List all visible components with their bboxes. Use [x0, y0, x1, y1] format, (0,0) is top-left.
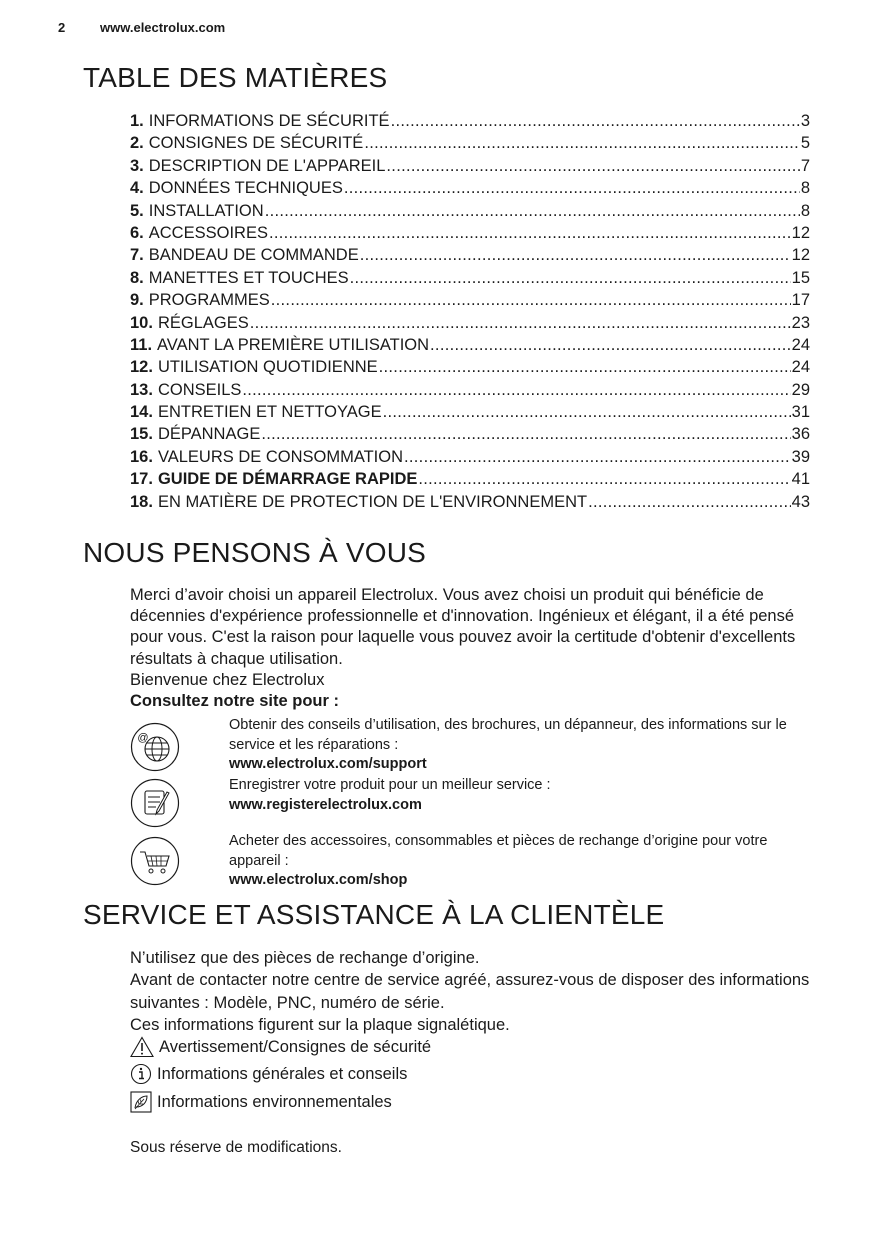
- service-register: [130, 776, 820, 836]
- cs-line-3: Ces informations figurent sur la plaque signalétique.: [130, 1015, 510, 1034]
- toc-entry[interactable]: [130, 491, 810, 513]
- toc-dot-leader: [269, 222, 791, 244]
- toc-entry-title: BANDEAU DE COMMANDE: [148, 246, 359, 265]
- service-register-text: [229, 776, 819, 815]
- toc-dot-leader: [383, 401, 791, 423]
- toc-entry-page: 43: [791, 492, 810, 511]
- toc-entry-page: 41: [791, 470, 810, 489]
- warning-triangle-icon: [130, 1036, 154, 1058]
- toc-entry-number: 6.: [130, 223, 144, 242]
- site-url[interactable]: www.electrolux.com: [100, 20, 226, 35]
- toc-entry-title: ENTRETIEN ET NETTOYAGE: [157, 403, 382, 422]
- toc-dot-leader: [364, 132, 800, 154]
- intro-block: [130, 585, 820, 712]
- support-link[interactable]: www.electrolux.com/support: [229, 756, 427, 772]
- toc-entry-page: 39: [791, 447, 810, 466]
- toc-dot-leader: [404, 446, 791, 468]
- toc-entry-number: 14.: [130, 403, 153, 422]
- toc-entry-title: UTILISATION QUOTIDIENNE: [157, 358, 378, 377]
- toc-entry-page: 23: [791, 313, 810, 332]
- toc-entry-number: 11.: [130, 335, 153, 354]
- toc-entry[interactable]: [130, 222, 810, 244]
- service-shop: [130, 832, 820, 892]
- register-form-icon: [130, 778, 180, 828]
- toc-entry-page: 15: [791, 268, 810, 287]
- toc-entry-number: 12.: [130, 358, 153, 377]
- consult-line: Consultez notre site pour :: [130, 692, 340, 711]
- toc-entry-title: EN MATIÈRE DE PROTECTION DE L'ENVIRONNEMENT: [157, 492, 588, 511]
- toc-entry[interactable]: [130, 200, 810, 222]
- toc-entry[interactable]: [130, 334, 810, 356]
- toc-entry-number: 13.: [130, 380, 153, 399]
- toc-entry[interactable]: [130, 177, 810, 199]
- svg-text:@: @: [137, 732, 149, 744]
- toc-entry-title: DÉPANNAGE: [157, 425, 261, 444]
- service-support: [130, 716, 820, 776]
- toc-entry-page: 12: [791, 246, 810, 265]
- toc-entry[interactable]: [130, 110, 810, 132]
- toc-entry-title: DONNÉES TECHNIQUES: [148, 179, 343, 198]
- globe-at-icon: [130, 722, 180, 772]
- cs-line-2: Avant de contacter notre centre de service agréé, assurez-vous de disposer des informations suivantes : Modèle, PNC, numéro de série.: [130, 971, 810, 1012]
- toc-entry-title: RÉGLAGES: [157, 313, 249, 332]
- customer-service-title: SERVICE ET ASSISTANCE À LA CLIENTÈLE: [83, 899, 665, 930]
- page-number: 2: [58, 20, 66, 35]
- toc-entry-number: 3.: [130, 156, 144, 175]
- toc-entry-page: 31: [791, 403, 810, 422]
- table-of-contents: [130, 110, 810, 513]
- legend-environment: [130, 1090, 630, 1114]
- toc-entry[interactable]: [130, 446, 810, 468]
- toc-entry-number: 4.: [130, 179, 144, 198]
- toc-entry-title: GUIDE DE DÉMARRAGE RAPIDE: [157, 470, 418, 489]
- legend-warning: [130, 1035, 630, 1059]
- toc-entry-number: 18.: [130, 492, 153, 511]
- toc-entry[interactable]: [130, 155, 810, 177]
- toc-entry-title: VALEURS DE CONSOMMATION: [157, 447, 404, 466]
- page-header: [58, 20, 225, 35]
- toc-entry[interactable]: [130, 312, 810, 334]
- toc-entry-number: 9.: [130, 291, 144, 310]
- legend-warning-label: Avertissement/Consignes de sécurité: [159, 1037, 432, 1056]
- toc-entry-number: 10.: [130, 313, 153, 332]
- toc-entry-page: 17: [791, 291, 810, 310]
- toc-entry-title: INSTALLATION: [148, 201, 264, 220]
- toc-entry-page: 5: [800, 134, 810, 153]
- toc-entry[interactable]: [130, 423, 810, 445]
- welcome-line: Bienvenue chez Electrolux: [130, 670, 325, 689]
- toc-dot-leader: [242, 379, 790, 401]
- legend-environment-label: Informations environnementales: [157, 1092, 392, 1111]
- service-register-desc: Enregistrer votre produit pour un meilleur service :: [229, 777, 551, 793]
- toc-entry-page: 12: [791, 223, 810, 242]
- toc-entry-page: 24: [791, 335, 810, 354]
- shop-link[interactable]: www.electrolux.com/shop: [229, 872, 408, 888]
- toc-entry-number: 7.: [130, 246, 144, 265]
- toc-entry[interactable]: [130, 356, 810, 378]
- service-shop-desc: Acheter des accessoires, consommables et pièces de rechange d’origine pour votre appareil :: [229, 833, 768, 869]
- toc-entry[interactable]: [130, 468, 810, 490]
- toc-entry-number: 2.: [130, 134, 144, 153]
- toc-entry-number: 8.: [130, 268, 144, 287]
- register-link[interactable]: www.registerelectrolux.com: [229, 796, 422, 813]
- service-support-desc: Obtenir des conseils d’utilisation, des brochures, un dépanneur, des informations sur le service et les réparations :: [229, 717, 787, 753]
- legend-info-label: Informations générales et conseils: [157, 1064, 408, 1083]
- toc-entry[interactable]: [130, 132, 810, 154]
- toc-entry-number: 16.: [130, 447, 153, 466]
- toc-entry-title: ACCESSOIRES: [148, 223, 268, 242]
- toc-entry[interactable]: [130, 289, 810, 311]
- toc-dot-leader: [386, 155, 799, 177]
- legend-info: [130, 1062, 630, 1086]
- toc-entry[interactable]: [130, 401, 810, 423]
- toc-dot-leader: [360, 244, 791, 266]
- toc-dot-leader: [344, 177, 800, 199]
- toc-entry-number: 17.: [130, 470, 153, 489]
- cs-line-1: N’utilisez que des pièces de rechange d’origine.: [130, 949, 480, 967]
- toc-entry-title: AVANT LA PREMIÈRE UTILISATION: [157, 335, 430, 354]
- toc-entry-title: INFORMATIONS DE SÉCURITÉ: [148, 112, 390, 130]
- toc-entry-page: 29: [791, 380, 810, 399]
- toc-entry[interactable]: [130, 267, 810, 289]
- toc-dot-leader: [588, 491, 791, 513]
- toc-entry-page: 8: [800, 179, 810, 198]
- toc-entry-number: 5.: [130, 201, 144, 220]
- footer-note: Sous réserve de modifications.: [130, 1139, 342, 1156]
- toc-entry[interactable]: [130, 244, 810, 266]
- customer-service-text: [130, 947, 830, 1036]
- toc-dot-leader: [379, 356, 791, 378]
- toc-entry-title: CONSEILS: [157, 380, 242, 399]
- toc-title: TABLE DES MATIÈRES: [83, 62, 388, 93]
- toc-dot-leader: [250, 312, 791, 334]
- info-circle-icon: [130, 1063, 152, 1085]
- toc-entry-title: CONSIGNES DE SÉCURITÉ: [148, 134, 364, 153]
- toc-entry-page: 36: [791, 425, 810, 444]
- toc-entry-title: MANETTES ET TOUCHES: [148, 268, 349, 287]
- intro-title: NOUS PENSONS À VOUS: [83, 537, 426, 568]
- toc-entry-page: 24: [791, 358, 810, 377]
- service-support-text: [229, 716, 819, 775]
- toc-entry-page: 7: [800, 156, 810, 175]
- leaf-environment-icon: [130, 1091, 152, 1113]
- toc-entry-page: 8: [800, 201, 810, 220]
- toc-entry[interactable]: [130, 379, 810, 401]
- shopping-cart-icon: [130, 836, 180, 886]
- toc-dot-leader: [265, 200, 800, 222]
- toc-dot-leader: [350, 267, 791, 289]
- toc-entry-number: 1.: [130, 112, 144, 130]
- toc-dot-leader: [418, 468, 790, 490]
- toc-dot-leader: [430, 334, 791, 356]
- toc-dot-leader: [271, 289, 791, 311]
- toc-entry-title: PROGRAMMES: [148, 291, 270, 310]
- service-shop-text: [229, 832, 819, 891]
- toc-entry-title: DESCRIPTION DE L'APPAREIL: [148, 156, 386, 175]
- toc-dot-leader: [261, 423, 790, 445]
- toc-entry-page: 3: [800, 112, 810, 130]
- toc-dot-leader: [391, 110, 800, 132]
- intro-paragraph: Merci d’avoir choisi un appareil Electrolux. Vous avez choisi un produit qui bénéficie de décennies d'expérience professionnelle et d'innovation. Ingénieux et élégant, il a été pensé pour vous. C'est la raison pour laquelle vous pouvez avoir la certitude d'obtenir d'excellents résultats à chaque utilisation.: [130, 586, 796, 668]
- toc-entry-number: 15.: [130, 425, 153, 444]
